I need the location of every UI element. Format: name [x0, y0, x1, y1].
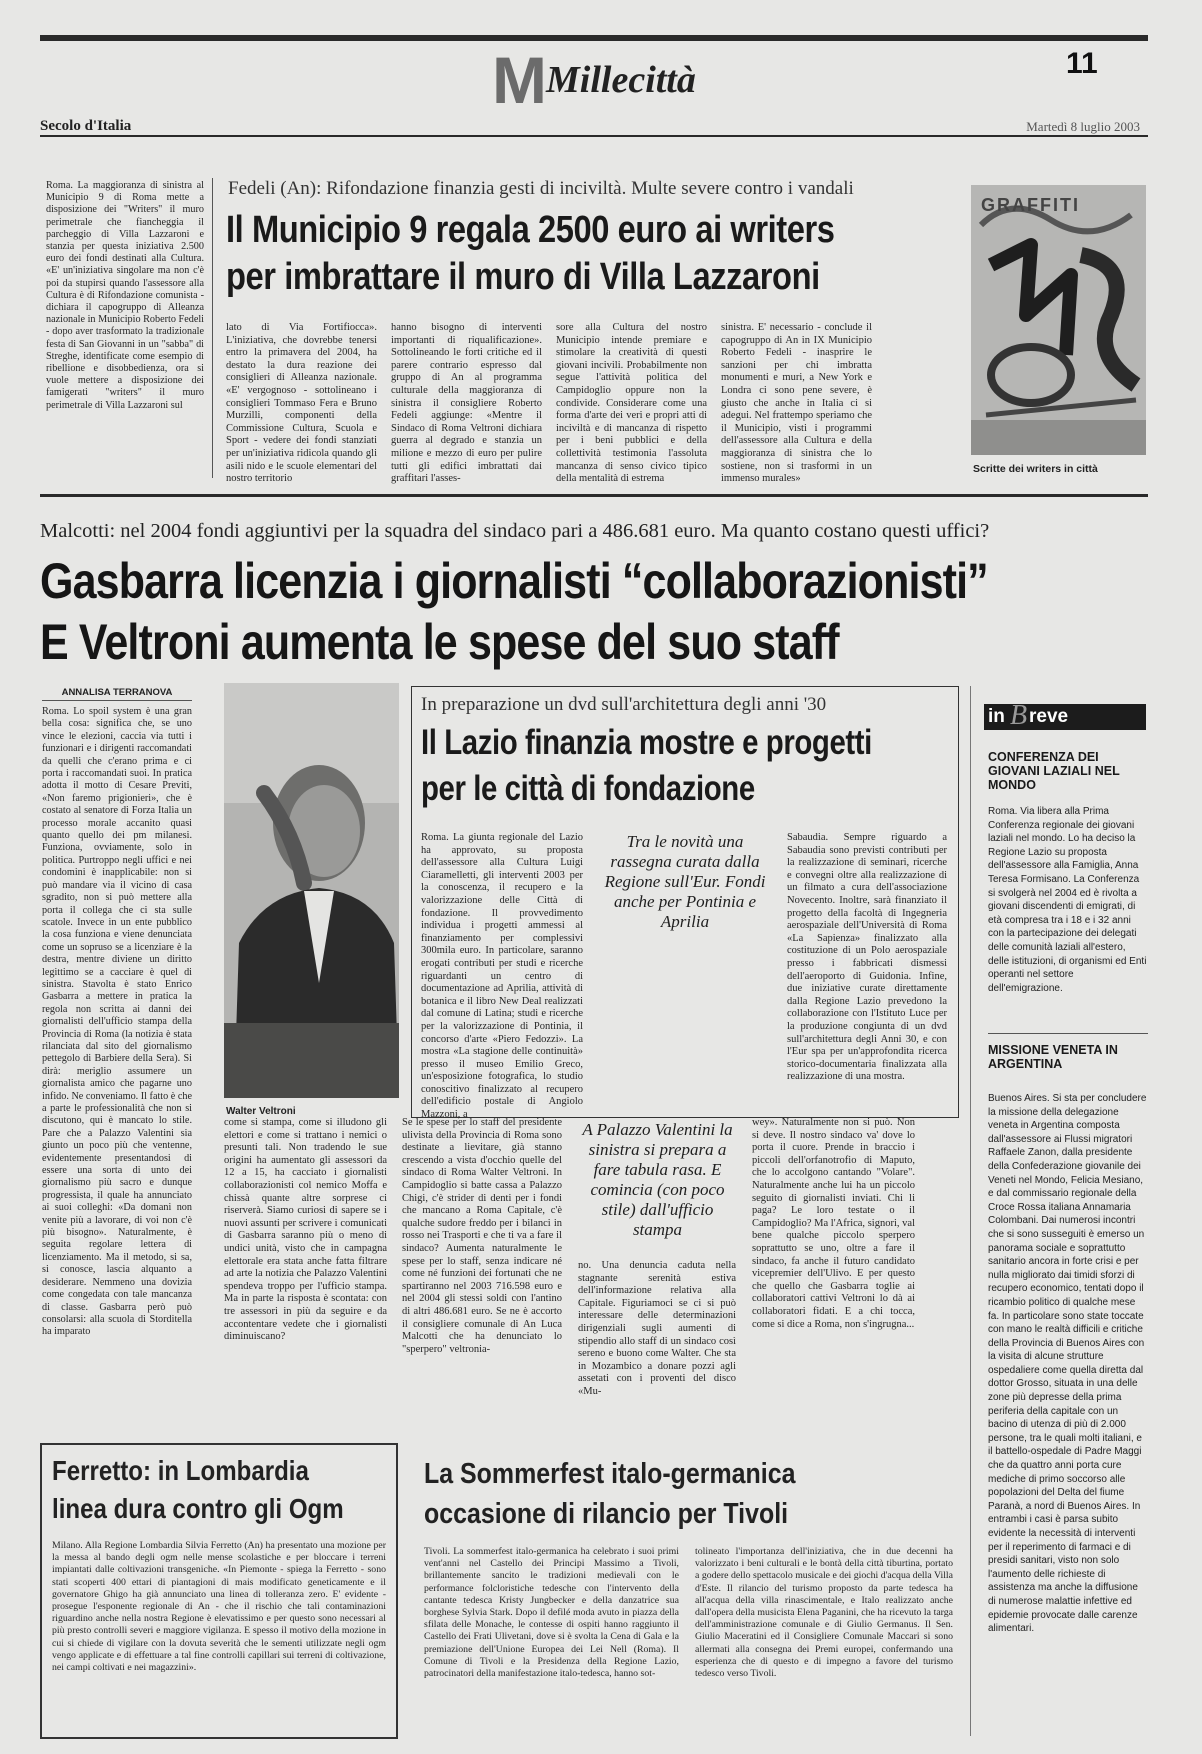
brief1-heading: CONFERENZA DEI GIOVANI LAZIALI NEL MONDO [988, 750, 1120, 792]
art5-headline-line2: occasione di rilancio per Tivoli [424, 1498, 789, 1530]
art1-lead-column: Roma. La maggioranza di sinistra al Municipio 9 di Roma mette a disposizione dei "Writers" il muro perimetrale che fiancheggia il parcheggio di Villa Lazzaroni e stanzia per questa iniziativa 2.500 euro dei fondi destinati alla Cultura. «E' un'iniziativa singolare ma non c'è poi da stupirsi quando l'assessore alla Cultura è di Rifondazione comunista - dichiara il capogruppo di Alleanza nazionale in Municipio Roberto Fedeli - dopo aver trasformato la tradizionale festa di San Giovanni in un "sabba" di Streghe, identificate come esempio di ribellione e disobbedienza, ora si vuole mettere a disposizione dei famigerati "writers" il muro perimetrale di Villa Lazzaroni sul [46, 180, 204, 411]
briefs-label-in: in [988, 706, 1005, 727]
art4-headline-line2: linea dura contro gli Ogm [52, 1493, 344, 1524]
art2-headline-line1: Gasbarra licenzia i giornalisti “collaborazionisti” [40, 553, 988, 609]
art5-body-col2: tolineato l'importanza dell'iniziativa, che in due decenni ha valorizzato i beni culturali e le bontà della città tiburtina, portato a godere dello spettacolo musicale e dei giochi d'acqua della Villa d'Este. Il rilancio del turismo proposto da parte tedesca ha all'acqua della villa rinascimentale, e Italo realizzato anche dall'opera della musicista Elena Paganini, che ha ricevuto la targa dell'amministrazione comunale e di Giulio Germanus. Il Sen. Giulio Maceratini ed il Consigliere Comunale Maccari si sono allermati alla consegna dei Premi europei, confermando una esperienza che di questo e di impegno a favore del turismo tedesco verso Tivoli. [695, 1546, 953, 1680]
veltroni-image [224, 683, 399, 1098]
section-title [492, 43, 792, 117]
art1-column-divider [212, 178, 213, 478]
art4-headline-line1: Ferretto: in Lombardia [52, 1455, 309, 1486]
art1-headline-line2: per imbrattare il muro di Villa Lazzaroni [226, 256, 820, 298]
art1-body-col1: lato di Via Fortifiocca». L'iniziativa, che dovrebbe tenersi entro la primavera del 2004, ha destato la dura reazione dei consiglieri di Alleanza nazionale. «E' vergognoso - sottolineano i consiglieri Tommaso Fera e Bruno Murzilli, componenti della Commissione Cultura, Scuola e Sport - vedere dei fondi stanziati per un'iniziativa ridicola quando gli asili nido e le scuole elementari del nostro territorio [226, 322, 377, 485]
art1-kicker: Fedeli (An): Rifondazione finanzia gesti di inciviltà. Multe severe contro i vandali [228, 178, 854, 199]
art2-body-col3: Se le spese per lo staff del presidente ulivista della Provincia di Roma sono destinate a lievitare, già stanno crescendo a vista d'occhio quelle del sindaco di Roma Walter Veltroni. In Campidoglio si batte cassa a Palazzo Chigi, c'è strider di denti per i fondi che mancano a Roma Capitale, c'è qualche sudore freddo per i bilanci in rosso nei Trasporti e che ti va a fare il sindaco? Aumenta naturalmente le spese per lo staff, senza indicare né come né funzioni dei fortunati che ne spartiranno nel 2003 716.598 euro e nel 2004 gli stessi soldi con l'antino di altri 486.681 euro. Se ne è accorto il consigliere comunale di An Luca Malcotti che ha denunciato lo "sperpero" veltronia- [402, 1117, 562, 1355]
brief2-heading: MISSIONE VENETA IN ARGENTINA [988, 1043, 1118, 1071]
art1-headline-line1: Il Municipio 9 regala 2500 euro ai writers [226, 209, 835, 251]
graffiti-photo [971, 185, 1146, 455]
art2-body-col1: Roma. Lo spoil system è una gran bella cosa: significa che, se uno vince le elezioni, caccia via tutti i funzionari e i dirigenti raccomandati da quelli che c'erano prima e ci porta i raccomandati suoi. In pratica adotta il motto di Cesare Previti, «Non faremo prigionieri», che è costato al senatore di Forza Italia un processo morale accanito quasi quanto quello dei pm milanesi. Funziona, ovviamente, solo in politica. Purtroppo negli uffici e nei condomini è inapplicabile: non si può mandare via il vicino di casa sgradito, non si può mettere alla porta il collega che ci sta sulle scatole. Invece in un ente pubblico la cosa funziona e viene denunciata come un sopruso se a licenziare è la destra, mentre diviene un diritto legittimo se a cacciare è quel di sinistra. Stavolta è stato Enrico Gasbarra a mettere in pratica la regola non scritta ai danni dei giornalisti dell'ufficio stampa della Provincia di Roma (la notizia è stata rilanciata dal sito del giornalismo pettegolo di Barbiere della Sera). Si dirà: meriglio assumere un giornalista amico che pagarne uno infido. Ne conveniamo. Il fatto è che a parte le professionalità che non si discutono, qui è mancato lo stile. Pare che a Palazzo Valentini sia giunto un poco più che ventenne, evidentemente presentandosi di essere una sorta di unto dei giornalismo più sacro e dunque progressista, il quale ha annunciato ai suoi colleghi: «Da domani non venite più a lavorare, di voi non c'è più bisogno». Naturalmente, è seguita regolare lettera di licenziamento. Ma il metodo, si sa, si conosce, lascia alquanto a desiderare. Nemmeno una dovizia come congedata con tale mancanza di classe. Gasbarra però può consolarsi: alla scuola di Storditella ha imparato [42, 706, 192, 1338]
art2-body-col2: come si stampa, come si illudono gli elettori e come si trattano i nemici o presunti tali. Non tradendo le sue origini ha aumentato gli assessori da 12 a 15, ha cacciato i giornalisti collaborazionisti col nemico Moffa e chissà quante altre sorprese ci riserverà. Siamo curiosi di sapere se i nuovi assunti per scrivere i comunicati di Gasbarra saranno più o meno di undici unità, visto che in campagna elettorale era stata anche fatta filtrare ad arte la notizia che Palazzo Valentini spendeva troppo per l'ufficio stampa. Ma in parte la risposta è scontata: con tre assessori in più da seguire e da accontentare vedete che i giornalisti diminuiscano? [224, 1117, 387, 1343]
briefs-label-rest: reve [1029, 706, 1069, 727]
briefs-divider [970, 686, 971, 1736]
section-name: Millecittà [546, 59, 696, 101]
brief1-text: Roma. Via libera alla Prima Conferenza regionale dei giovani laziali nel mondo. Lo ha deciso la Regione Lazio su proposta dell'assessore alla Famiglia, Anna Teresa Formisano. La Conferenza si svolgerà nel 2004 ed è rivolta a giovani discendenti di emigrati, di età compresa tra i 18 e i 32 anni con la partecipazione dei delegati delle comunità laziali all'estero, delle istituzioni, di organismi ed Enti operanti nel settore dell'emigrazione. [988, 806, 1147, 994]
art5-headline-line1: La Sommerfest italo-germanica [424, 1458, 796, 1490]
art1-body-col4: sinistra. E' necessario - conclude il capogruppo di An in IX Municipio Roberto Fedeli - inasprire le sanzioni per chi imbratta monumenti e muri, a New York e Londra ci sono pene severe, è giusto che anche in Italia ci si adegui. Nel frattempo speriamo che il Municipio, visti i programmi dell'assessore alla Cultura e della maggioranza di sinistra che lo sostiene, non si trasformi in un immenso murales» [721, 322, 872, 485]
art5-body-col1: Tivoli. La sommerfest italo-germanica ha celebrato i suoi primi vent'anni nel Castello dei Principi Massimo a Tivoli, brillantemente sancito le tradizioni medievali con le performance folcloristiche tedesche con l'intervento della cantante tedesca Kristy Jungbecker e della danzatrice sua borghese Sylvia Stark. Dopo il defilé moda avuto in piazza della sfilata delle Monache, le contesse di ospiti hanno raggiunto il Castello dei Frati Ulivetani, dove si è svolta la Cena di Gala e la premiazione dell'Unione Europea dei Lei Nell (Roma). Il Comune di Tivoli e la Presidenza della Regione Lazio, patrocinatori della manifestazione italo-tedesca, hanno sot- [424, 1546, 679, 1680]
veltroni-photo [224, 683, 399, 1098]
graffiti-image [971, 185, 1146, 455]
page-number: 11 [1066, 47, 1098, 80]
masthead-rule [40, 135, 1148, 137]
art1-body-col3: sore alla Cultura del nostro Municipio intende premiare e stimolare la creatività di questi giovani incivili. Probabilmente non segue l'attività politica del Campidoglio oppure non la condivide. Considerare come una forma d'arte dei veri e propri atti di inciviltà e di mancanza di rispetto per i beni pubblici e della collettività testimonia l'assoluta mancanza di senso civico tipico della mentalità di estrema [556, 322, 707, 485]
graffiti-caption: Scritte dei writers in città [973, 463, 1098, 475]
art2-kicker: Malcotti: nel 2004 fondi aggiuntivi per la squadra del sindaco pari a 486.681 euro. Ma quanto costano questi uffici? [40, 520, 990, 542]
art1-bottom-rule [40, 494, 1148, 497]
art3-kicker: In preparazione un dvd sull'architettura degli anni '30 [421, 694, 827, 715]
art2-headline-line2: E Veltroni aumenta le spese del suo staff [40, 614, 839, 670]
art4-body: Milano. Alla Regione Lombardia Silvia Ferretto (An) ha presentato una mozione per la messa al bando degli ogm nelle mense scolastiche e per bloccare i terreni impiantati dalle coltivazioni transgeniche. «In Piemonte - spiega la Ferretto - sono stati scoperti 400 ettari di piantagioni di mais modificato geneticamente e il governatore Ghigo ha già annunciato una linea di tolleranza zero. E' evidente - prosegue l'esponente regionale di An - che il rischio che tali contaminazioni riguardino anche nella nostra Regione è elevatissimo e per questo sono necessari al più presto controlli severi e maggiore vigilanza. E spesso il motivo della mozione in cui si chiede di vigilare con la dovuta severità che le sementi utilizzate negli ogm vengo applicate e di effettuare a tal fine controlli capillari sui terreni di coltivazione, nei campi coltivati e nei magazzini». [52, 1540, 386, 1674]
art3-body-col1: Roma. La giunta regionale del Lazio ha approvato, su proposta dell'assessore alla Cultura Luigi Ciaramelletti, gli interventi 2003 per la conoscenza, il recupero e la valorizzazione delle Città di fondazione. Il provvedimento individua i progetti ammessi al finanziamento per complessivi 300mila euro. In particolare, saranno erogati contributi per studi e ricerche riguardanti un centro di documentazione ad Aprilia, attività di botanica e il libro New Deal realizzati dal comune di Latina; studi e ricerche per la valorizzazione di Pontinia, il concorso d'arte «Piero Fedozzi». La mostra «La stagione delle continuità» presso il museo Emilio Greco, un'esposizione fotografica, lo studio conoscitivo finalizzato al recupero dell'edificio postale di Angiolo Mazzoni, a [421, 832, 583, 1121]
art2-body-col5: wey». Naturalmente non si può. Non si deve. Il nostro sindaco va' dove lo porta il cuore. Prende in braccio i piccoli dell'orfanotrofio di Maputo, che lo accolgono cantando "Volare". Naturalmente anche lui ha un piccolo seguito di giornalisti inviati. Chi li paga? Le loro testate o il Campidoglio? Ma l'Africa, signori, val bene qualche piccolo sperpero soprattutto se uno, oltre a fare il sindaco, fa anche il futuro candidato vicepremier dell'Ulivo. E per questo che quello che Gasbarra toglie ai collaboratori cattivi Veltroni lo dà ai collaboratori fidati. E a chi tocca, come si dice a Roma, non s'ingrugna... [752, 1117, 915, 1330]
art2-byline: ANNALISA TERRANOVA [61, 687, 173, 698]
briefs-banner [984, 700, 1146, 731]
newspaper-name: Secolo d'Italia [40, 118, 132, 134]
briefs-label-b: B [1010, 700, 1028, 731]
art3-headline-line1: Il Lazio finanzia mostre e progetti [421, 723, 872, 762]
art2-pull-quote: A Palazzo Valentini la sinistra si prepara a fare tabula rasa. E comincia (con poco stile) dall'ufficio stampa [582, 1120, 733, 1239]
art3-headline-line2: per le città di fondazione [421, 769, 755, 808]
graffiti-tag: GRAFFITI [981, 195, 1080, 215]
section-initial: M [492, 43, 545, 117]
brief2-text: Buenos Aires. Si sta per concludere la missione della delegazione veneta in Argentina composta dall'assessore ai Flussi migratori Raffaele Zanon, dalla presidente della Confederazione giovanile dei Veneti nel Mondo, Felicia Mesiano, e dal commissario regionale della Croce Rossa italiana Annamaria Colombani. Dai numerosi incontri che si sono susseguiti è emerso un panorama sociale e soprattutto sanitario ancora in forte crisi e per nulla migliorato dai timidi sforzi di recupero economico, tentati dopo il ricambio politico di qualche mese fa. In particolare sono state toccate con mano le realtà difficili e critiche della Provincia di Buenos Aires con la visita di alcune strutture ospedaliere come quella diretta dal dottor Grosso, situata in una delle zone più depresse della prima periferia della capitale con un bacino di utenza di più di 2.000 persone, tra le quali molti italiani, e il battello-ospedale di Padre Maggi che da quattro anni porta cure mediche di primo soccorso alle popolazioni del Delta del fiume Paranà, a nord di Buenos Aires. In entrambi i casi è parsa subito evidente la necessità di interventi per il reperimento di farmaci e di presidi sanitari, visto non solo l'aumento delle richieste di assistenza ma anche la diffusione di numerose malattie infettive ed epidemie provocate dalle carenze alimentari. [988, 1093, 1147, 1635]
art1-body-col2: hanno bisogno di interventi importanti di riqualificazione». Sottolineando le forti critiche ed il parere contrario espresso dal gruppo di An al programma culturale della maggioranza di sinistra il consigliere Roberto Fedeli aggiunge: «Mentre il Sindaco di Roma Veltroni dichiara guerra al degrado e stanzia un milione e mezzo di euro per pulire tutti gli edifici imbrattati dai graffitari l'asses- [391, 322, 542, 485]
issue-date: Martedì 8 luglio 2003 [1026, 119, 1140, 134]
art2-body-col4: no. Una denuncia caduta nella stagnante serenità estiva dell'informazione relativa alla Capitale. Figuriamoci se ci si può interessare delle determinazioni dirigenziali sugli aumenti di stipendio allo staff di un sindaco così sereno e buono come Walter. Che sta in Mozambico a donare pozzi agli assetati con i proventi del disco «Mu- [578, 1260, 736, 1397]
art3-pull-quote: Tra le novità una rassegna curata dalla Regione sull'Eur. Fondi anche per Pontinia e Aprilia [604, 832, 766, 931]
byline-rule [42, 700, 192, 701]
top-rule [40, 35, 1148, 41]
veltroni-caption: Walter Veltroni [226, 1106, 296, 1117]
art3-body-col2: Sabaudia. Sempre riguardo a Sabaudia sono previsti contributi per la realizzazione di seminari, ricerche e convegni oltre alla realizzazione di un filmato a cura dell'associazione Novecento. Inoltre, sarà finanziato il progetto della facoltà di Ingegneria aerospaziale dell'Università di Roma «La Sapienza» finalizzato alla costituzione di un Polo aerospaziale presso i fabbricati dismessi dell'aeroporto di Guidonia. Infine, due iniziative curate direttamente dalla Regione Lazio prevedono la collaborazione con l'Istituto Luce per la produzione congiunta di un dvd sull'architettura degli Anni 30, e con l'Eur spa per un'approfondita ricerca storico-documentaria finalizzata alla realizzazione di una mostra. [787, 832, 947, 1083]
brief-separator [988, 1033, 1148, 1034]
